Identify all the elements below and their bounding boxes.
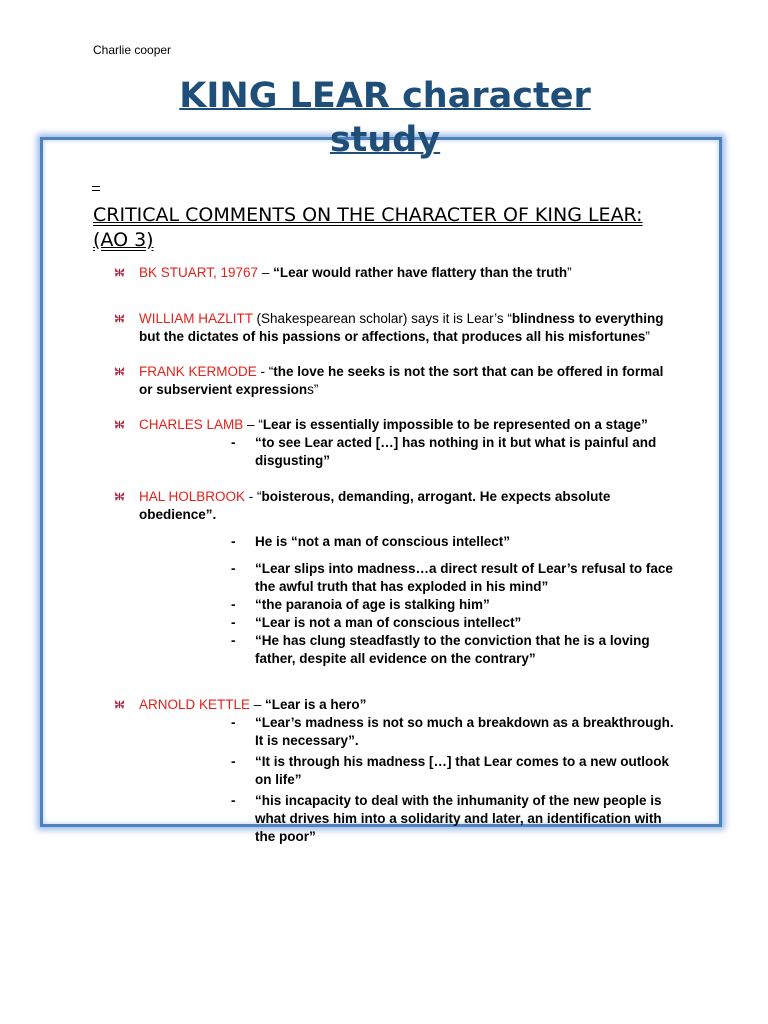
critic-entry-stuart: BK STUART, 19767 – “Lear would rather have flattery than the truth” [139,265,572,280]
critic-entry-kermode: FRANK KERMODE - “the love he seeks is not the sort that can be offered in formal or subservient expressions” [139,364,664,397]
sub-quote: “It is through his madness […] that Lear comes to a new outlook on life” [255,754,670,787]
critic-name: CHARLES LAMB [139,417,244,432]
dash-marker: - [231,534,236,549]
author-name: Charlie cooper [93,43,172,57]
critic-entry-hazlitt: WILLIAM HAZLITT (Shakespearean scholar) says it is Lear’s “blindness to everything but the dictates of his passions or affections, that produces all his misfortunes” [139,311,664,344]
mark-text [92,180,97,190]
butterfly-bullet-icon [114,313,125,324]
critic-quote: boisterous, demanding, arrogant. He expects absolute obedience”. [139,489,611,522]
critic-name: FRANK KERMODE [139,364,257,379]
critic-name: HAL HOLBROOK [139,489,246,504]
sub-quote: “to see Lear acted […] has nothing in it but what is painful and disgusting” [255,435,657,468]
butterfly-bullet-icon [114,366,125,377]
sub-quote: “Lear’s madness is not so much a breakdown as a breakthrough. It is necessary”. [255,715,674,748]
dash-marker: - [231,715,236,730]
sub-quote: “Lear slips into madness…a direct result of Lear’s refusal to face the awful truth that has exploded in his mind” [255,561,673,594]
critic-quote: blindness to everything but the dictates of his passions or affections, that produces all his misfortunes [139,311,664,344]
sub-quote: He is “not a man of conscious intellect” [255,534,511,549]
critic-quote: the love he seeks is not the sort that can be offered in formal or subservient expression [139,364,664,397]
dash-marker: - [231,435,236,450]
critic-name: ARNOLD KETTLE [139,697,251,712]
critic-quote: Lear is essentially impossible to be represented on a stage” [262,417,648,432]
butterfly-bullet-icon [114,267,125,278]
critic-name: BK STUART, 19767 [139,265,259,280]
butterfly-bullet-icon [114,491,125,502]
document-title: KING LEAR character study [179,76,591,160]
section-heading: CRITICAL COMMENTS ON THE CHARACTER OF KING LEAR: (AO 3) [93,204,643,251]
butterfly-bullet-icon [114,699,125,710]
dash-marker: - [231,633,236,648]
sub-quote: “He has clung steadfastly to the conviction that he is a loving father, despite all evidence on the contrary” [255,633,650,666]
dash-marker: - [231,615,236,630]
dash-marker: - [231,561,236,576]
sub-quote: “the paranoia of age is stalking him” [255,597,490,612]
dash-marker: - [231,597,236,612]
sub-quote: “Lear is not a man of conscious intellect” [255,615,522,630]
critic-quote: “Lear would rather have flattery than the truth [273,265,568,280]
butterfly-bullet-icon [114,419,125,430]
critic-name: WILLIAM HAZLITT [139,311,253,326]
critic-entry-holbrook: HAL HOLBROOK - “boisterous, demanding, arrogant. He expects absolute obedience”. [139,489,611,522]
dash-marker: - [231,793,236,808]
critic-quote: “Lear is a hero” [265,697,367,712]
critic-entry-lamb: CHARLES LAMB – “Lear is essentially impossible to be represented on a stage” [139,417,648,432]
critic-entry-kettle: ARNOLD KETTLE – “Lear is a hero” [139,697,367,712]
sub-quote: “his incapacity to deal with the inhumanity of the new people is what drives him into a solidarity and later, an identification with the poor” [255,793,662,844]
dash-marker: - [231,754,236,769]
